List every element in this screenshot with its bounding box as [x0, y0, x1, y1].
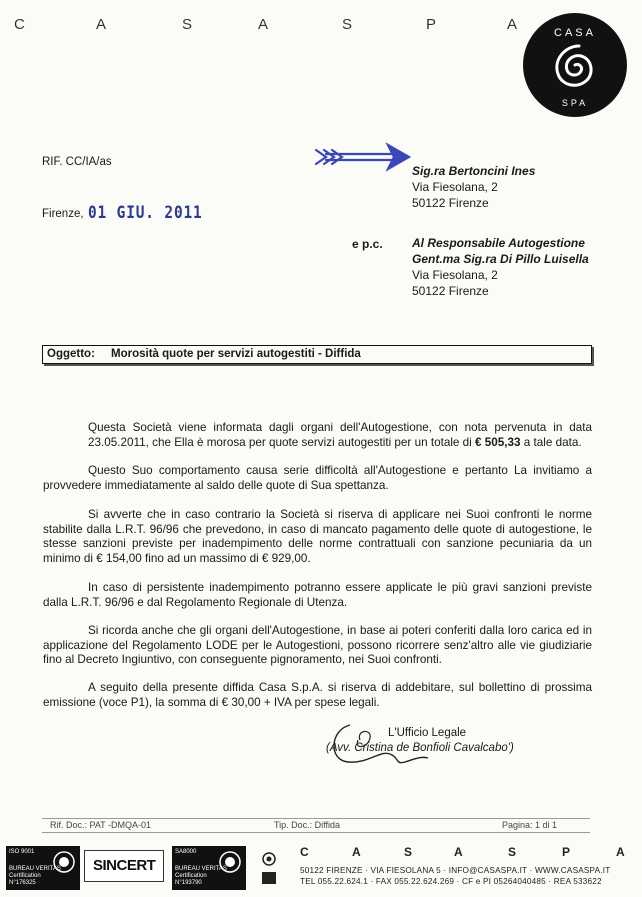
signature-name: (Avv. Cristina de Bonfioli Cavalcabo')	[326, 742, 514, 754]
total-amount: € 505,33	[475, 435, 521, 449]
subject-text: Morosità quote per servizi autogestiti - Diffida	[111, 348, 361, 360]
iso-label: ISO 9001	[9, 849, 35, 855]
document-footer	[42, 818, 590, 833]
cert-number-2: N°193790	[175, 880, 202, 886]
letterhead-letter: A	[507, 16, 518, 33]
casa-logo	[520, 10, 630, 120]
recipient-street: Via Fiesolana, 2	[412, 180, 498, 194]
signature-icon	[320, 710, 450, 775]
paragraph-1	[88, 421, 592, 450]
date-stamp: 01 GIU. 2011	[88, 203, 203, 223]
footer-letter: S	[508, 845, 517, 859]
cc-address	[412, 235, 589, 299]
letterhead-letter: S	[342, 16, 353, 33]
footer-type: Tip. Doc.: Diffida	[274, 820, 341, 830]
paragraph-4: In caso di persistente inadempimento potranno essere applicate le più gravi sanzioni previste dalla L.R.T. 96/96 e dal Regolamento Regionale di Utenza.	[43, 581, 592, 609]
subject-box	[42, 345, 592, 364]
arrow-icon	[312, 140, 412, 174]
cc-city: 50122 Firenze	[412, 284, 489, 298]
letterhead-letter: P	[426, 16, 437, 33]
footer-letter: A	[454, 845, 463, 859]
footer-page: Pagina: 1 di 1	[502, 820, 558, 830]
footer-letter: P	[562, 845, 571, 859]
cert-label-2: Certification	[175, 873, 207, 879]
cc-street: Via Fiesolana, 2	[412, 268, 498, 282]
letterhead-letter: S	[182, 16, 193, 33]
sa-label: SA8000	[175, 849, 197, 855]
handwritten-signature	[320, 710, 450, 780]
place: Firenze,	[42, 208, 84, 220]
letterhead-letter: A	[96, 16, 107, 33]
footer-rif: Rif. Doc.: PAT -DMQA-01	[50, 820, 152, 830]
bv-seal-icon	[52, 850, 76, 874]
subject-label: Oggetto:	[47, 348, 95, 360]
quality-mark	[258, 850, 280, 891]
paragraph-3: Si avverte che in caso contrario la Società si riserva di applicare nei Suoi confronti le norme stabilite dalla L.R.T. 96/96 che prevedono, in caso di mancato pagamento delle quote di autogestione, le stesse sanzioni previste per inadempimento delle norme contrattuali con sanzione pecuniaria da un minimo di € 154,00 fino ad un massimo di € 929,00.	[43, 508, 592, 565]
footer-letter: C	[300, 845, 309, 859]
cc-line2: Gent.ma Sig.ra Di Pillo Luisella	[412, 252, 589, 266]
footer-address-line1: 50122 FIRENZE · VIA FIESOLANA 5 · INFO@CASASPA.IT · WWW.CASASPA.IT	[300, 866, 611, 875]
footer-letter: A	[352, 845, 361, 859]
cert-number-1: N°176325	[9, 880, 36, 886]
logo-word-top: CASA	[554, 27, 596, 39]
recipient-address	[412, 163, 535, 211]
sincert-label: SINCERT	[93, 857, 156, 874]
cc-line1: Al Responsabile Autogestione	[412, 236, 585, 250]
recipient-city: 50122 Firenze	[412, 196, 489, 210]
letterhead-letter: A	[258, 16, 269, 33]
paragraph-1-text-b: a tale data.	[520, 435, 582, 449]
footer-address-line2: TEL 055.22.624.1 · FAX 055.22.624.269 · CF e PI 05264040485 · REA 533622	[300, 877, 602, 886]
footer-letter: S	[404, 845, 413, 859]
letterhead-letter: C	[14, 16, 25, 33]
bv-seal-icon	[218, 850, 242, 874]
footer-letter: A	[616, 845, 625, 859]
paragraph-5: Si ricorda anche che gli organi dell'Autogestione, in base ai poteri conferiti dalla loro carica ed in applicazione del Regolamento LODE per le Autogestioni, possono ricorrere senz'altro alle vie giudiziarie fino al Decreto Ingiuntivo, con conseguente pignoramento, nei Suoi confronti.	[43, 624, 592, 666]
arrow-stamp	[312, 140, 412, 179]
bv-label-2: BUREAU VERITAS	[175, 866, 227, 872]
paragraph-1-text-a: Questa Società viene informata dagli organi dell'Autogestione, con nota pervenuta in data 23.05.2011, che Ella è morosa per quote servizi autogestiti per un totale di	[88, 421, 592, 449]
sa8000-cert-badge	[172, 846, 246, 890]
sun-mark-icon	[258, 850, 280, 886]
reference: RIF. CC/IA/as	[42, 156, 112, 168]
paragraph-6: A seguito della presente diffida Casa S.p.A. si riserva di addebitare, sul bollettino di prossima emissione (voce P1), la somma di € 30,00 + IVA per spese legali.	[43, 681, 592, 709]
letterhead	[14, 16, 518, 36]
bv-label-1: BUREAU VERITAS	[9, 866, 61, 872]
cert-label-1: Certification	[9, 873, 41, 879]
iso-cert-badge	[6, 846, 80, 890]
cc-label: e p.c.	[352, 237, 383, 251]
spiral-logo-icon	[520, 10, 630, 120]
signature-office: L'Ufficio Legale	[388, 727, 467, 739]
recipient-name: Sig.ra Bertoncini Ines	[412, 164, 536, 178]
sincert-badge	[84, 850, 164, 882]
logo-word-bottom: SPA	[561, 98, 589, 108]
paragraph-2: Questo Suo comportamento causa serie difficoltà all'Autogestione e pertanto La invitiamo a provvedere immediatamente al saldo delle quote di Sua spettanza.	[43, 464, 592, 492]
footer-letterhead	[300, 845, 630, 861]
